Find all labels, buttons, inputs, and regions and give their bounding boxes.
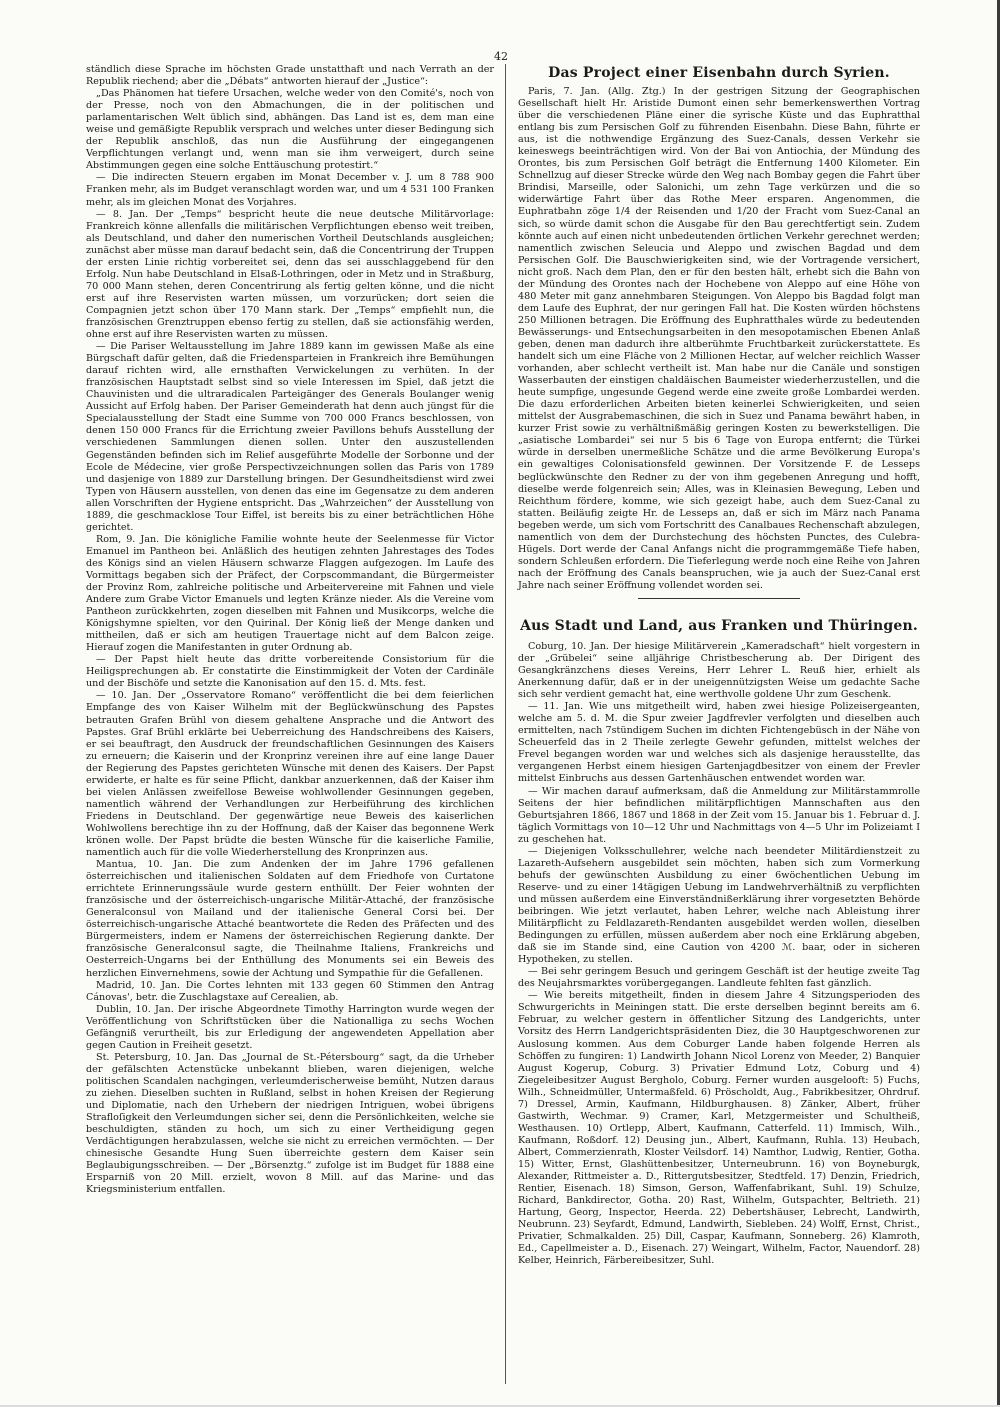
section-rule — [638, 598, 800, 599]
paragraph: — 10. Jan. Der „Osservatore Romano“ veröffentlicht die bei dem feierlichen Empfange des von Kaiser Wilhelm mit der Beglückwünschung des Papstes betrauten Grafen Brühl von diesem gehaltene Ansprache und die Antwort des Papstes. Graf Brühl erklärte bei Ueberreichung des Handschreibens des Kaisers, er sei beauftragt, den Ausdruck der freundschaftlichen Gesinnungen des Kaisers zu erneuern; die Kaiserin und der Kronprinz vereinen ihre auf eine lange Dauer der Regierung des Papstes gerichteten Wünsche mit denen des Kaisers. Der Papst erwiderte, er halte es für seine Pflicht, dankbar anzuerkennen, daß der Kaiser ihm bei vielen Anlässen zweifellose Beweise wohlwollender Gesinnungen gegeben, namentlich während der Verhandlungen zur Herbeiführung des kirchlichen Friedens in Deutschland. Der gegenwärtige neue Beweis des kaiserlichen Wohlwollens berechtige ihn zu der Hoffnung, daß der Kaiser das begonnene Werk krönen wolle. Der Papst brüdte die besten Wünsche für die kaiserliche Familie, namentlich auch für die volle Wiederherstellung des Kronprinzen aus. — [86, 690, 494, 859]
paragraph: — Die indirecten Steuern ergaben im Monat December v. J. um 8 788 900 Franken mehr, als im Budget veranschlagt worden war, und um 4 531 100 Franken mehr, als im gleichen Monat des Vorjahres. — [86, 172, 494, 208]
paragraph: „Das Phänomen hat tiefere Ursachen, welche weder von den Comité's, noch von der Presse, noch von den Abmachungen, die in der politischen und parlamentarischen Welt üblich sind, abhängen. Das Land ist es, dem man eine weise und gemäßigte Republik versprach und welches unter dieser Bedingung sich der Republik anschloß, das nun die Ausführung der eingegangenen Verpflichtungen verlangt und, wenn man sie ihm verweigert, durch seine Abstimmungen gegen eine solche Enttäuschung protestirt.“ — [86, 88, 494, 172]
paragraph: — Der Papst hielt heute das dritte vorbereitende Consistorium für die Heiligsprechungen ab. Er constatirte die Einstimmigkeit der Voten der Cardinäle und der Bischöfe und setzte die Kanonisation auf den 15. d. Mts. fest. — [86, 654, 494, 690]
paragraph: — Bei sehr geringem Besuch und geringem Geschäft ist der heutige zweite Tag des Neujahrsmarktes vorübergegangen. Landleute fehlten fast gänzlich. — [518, 966, 920, 990]
paragraph: Madrid, 10. Jan. Die Cortes lehnten mit 133 gegen 60 Stimmen den Antrag Cánovas', betr. die Zuschlagstaxe auf Cerealien, ab. — [86, 979, 494, 1003]
paragraph: — Wir machen darauf aufmerksam, daß die Anmeldung zur Militärstammrolle Seitens der hier befindlichen militärpflichtigen Mannschaften aus den Geburtsjahren 1866, 1867 und 1868 in der Zeit vom 15. Januar bis 1. Februar d. J. täglich Vormittags von 10—12 Uhr und Nachmittags von 4—5 Uhr im Polizeiamt I zu geschehen hat. — [518, 785, 920, 845]
left-column — [86, 64, 494, 1196]
paragraph: Dublin, 10. Jan. Der irische Abgeordnete Timothy Harrington wurde wegen der Veröffentlichung von Schriftstücken über die Nationalliga zu sechs Wochen Gefängniß verurtheilt, bis zur Erledigung der angewendeten Appellation aber gegen Caution in Freiheit gesetzt. — [86, 1003, 494, 1051]
paragraph: — Die Pariser Weltausstellung im Jahre 1889 kann im gewissen Maße als eine Bürgschaft dafür gelten, daß die Friedensparteien in Frankreich ihre Bemühungen darauf richten wird, alle ernsthaften Verwickelungen zu verhüten. In der französischen Hauptstadt selbst sind so viele Interessen im Spiel, daß jetzt die Chauvinisten und die ultraradicalen Parteigänger des Generals Boulanger wenig Aussicht auf Erfolg haben. Der Pariser Gemeinderath hat denn auch jüngst für die Specialausstellung der Stadt eine Summe von 700 000 Francs beschlossen, von denen 150 000 Francs für die Errichtung zweier Pavillons behufs Ausstellung der verschiedenen Sammlungen dienen sollen. Unter den auszustellenden Gegenständen befinden sich im Relief ausgeführte Modelle der Sorbonne und der Ecole de Médecine, vier große Perspectivzeichnungen sollen das Paris von 1789 und dasjenige von 1889 zur Darstellung bringen. Der Gesundheitsdienst wird zwei Typen von Häusern ausstellen, von denen das eine im Gegensatze zu dem anderen allen Vorschriften der Hygiene entspricht. Das „Wahrzeichen“ der Ausstellung von 1889, die geschmacklose Tour Eiffel, ist bereits bis zu einer beträchtlichen Höhe gerichtet. — [86, 341, 494, 533]
paragraph: Mantua, 10. Jan. Die zum Andenken der im Jahre 1796 gefallenen österreichischen und italienischen Soldaten auf dem Friedhofe von Curtatone errichtete Erinnerungssäule wurde gestern enthüllt. Der Feier wohnten der französische und der österreichisch-ungarische Militär-Attaché, der französische Generalconsul von Mailand und der italienische General Corsi bei. Der österreichisch-ungarische Attaché beantwortete die Reden des Präfecten und des Bürgermeisters, indem er Namens der österreichischen Regierung dankte. Der französische Generalconsul sagte, die Theilnahme Italiens, Frankreichs und Oesterreich-Ungarns bei der Enthüllung des Monuments sei ein Beweis des herzlichen Einvernehmens, sowie der Achtung und Sympathie für die Gefallenen. — [86, 859, 494, 979]
column-divider — [505, 64, 506, 1384]
paragraph: — 11. Jan. Wie uns mitgetheilt wird, haben zwei hiesige Polizeisergeanten, welche am 5. d. M. die Spur zweier Jagdfrevler verfolgten und dieselben auch ermittelten, nach 7stündigem Suchen im dichten Fichtengebüsch in der Nähe von Scheuerfeld das in 2 Theile zerlegte Gewehr gefunden, mittelst welches der Frevel begangen worden war und welches sich als dasjenige herausstellte, das vergangenen Herbst einem hiesigen Gartenjagdbesitzer von einem der Frevler mittelst Einbruchs aus dessen Gartenhäuschen entwendet worden war. — [518, 701, 920, 785]
paragraph: — 8. Jan. Der „Temps“ bespricht heute die neue deutsche Militärvorlage: Frankreich könne allenfalls die militärischen Verpflichtungen ebenso weit treiben, als Deutschland, und daher den numerischen Vortheil Deutschlands ausgleichen; zunächst aber müsse man darauf bedacht sein, daß die Concentrirung der Truppen der ersten Linie richtig vorbereitet sei, denn das sei ausschlaggebend für den Erfolg. Nun habe Deutschland in Elsaß-Lothringen, oder in Metz und in Straßburg, 70 000 Mann stehen, deren Concentrirung als fertig gelten könne, und die nicht erst auf ihre Reservisten warten müssen, um vorzurücken; dort seien die Compagnien jetzt schon über 170 Mann stark. Der „Temps“ empfiehlt nun, die französischen Grenztruppen ebenso fertig zu stellen, daß sie actionsfähig werden, ohne erst auf ihre Reservisten warten zu müssen. — [86, 208, 494, 341]
paragraph: St. Petersburg, 10. Jan. Das „Journal de St.-Pétersbourg“ sagt, da die Urheber der gefälschten Actenstücke unbekannt blieben, waren diejenigen, welche politischen Scandalen nachgingen, verleumderischerweise bemüht, Nutzen daraus zu ziehen. Dieselben suchten in Rußland, selbst in hohen Kreisen der Regierung und Diplomatie, nach den Urhebern der niedrigen Intriguen, wobei übrigens Strafloſigkeit den Verleumdungen sicher sei, denn die Persönlichkeiten, welche sie beschuldigten, ständen zu hoch, um sich zu einer Vertheidigung gegen Verdächtigungen herabzulassen, welche sie nicht zu erreichen vermöchten. — Der chinesische Gesandte Hung Suen überreichte gestern dem Kaiser sein Beglaubigungsschreiben. — Der „Börsenztg.“ zufolge ist im Budget für 1888 eine Ersparniß von 20 Mill. erzielt, wovon 8 Mill. auf das Marine- und das Kriegsministerium entfallen. — [86, 1051, 494, 1196]
paragraph: ständlich diese Sprache im höchsten Grade unstatthaft und nach Verrath an der Republik riechend; aber die „Débats“ antworten hierauf der „Justice“: — [86, 64, 494, 88]
paragraph: Paris, 7. Jan. (Allg. Ztg.) In der gestrigen Sitzung der Geographischen Gesellschaft hielt Hr. Aristide Dumont einen sehr bemerkenswerthen Vortrag über die verschiedenen Pläne einer die syrische Küste und das Euphratthal entlang bis zum Persischen Golf zu führenden Eisenbahn. Diese Bahn, führte er aus, ist die nothwendige Ergänzung des Suez-Canals, dessen Verkehr sie keineswegs beeinträchtigen wird. Von der Bai von Antiochia, der Mündung des Orontes, bis zum Persischen Golf beträgt die Entfernung 1400 Kilometer. Ein Schnellzug auf dieser Strecke würde den Weg nach Bombay gegen die Fahrt über Brindisi, Marseille, oder Salonichi, um zehn Tage verkürzen und die so widerwärtige Fahrt über das Rothe Meer ersparen. Angenommen, die Euphratbahn zöge 1/4 der Reisenden und 1/20 der Fracht vom Suez-Canal an sich, so würde damit schon die Ausgabe für den Bau gerechtfertigt sein. Zudem könnte auch auf einen nicht unbedeutenden örtlichen Verkehr gerechnet werden; namentlich zwischen Seleucia und Aleppo und zwischen Bagdad und dem Persischen Golf. Die Bauschwierigkeiten sind, wie der Vortragende versichert, nicht groß. Nach dem Plan, den er für den besten hält, erhebt sich die Bahn von der Mündung des Orontes nach der Hochebene von Aleppo auf eine Höhe von 480 Meter mit ganz annehmbaren Steigungen. Von Aleppo bis Bagdad folgt man dem Laufe des Euphrat, der nur geringen Fall hat. Die Kosten würden höchstens 250 Millionen betragen. Die Eröffnung des Euphratthales würde zu bedeutenden Bewässerungs- und Entsechungsarbeiten in den mesopotamischen Ebenen Anlaß geben, denen man dadurch ihre altberühmte Fruchtbarkeit zurückerstattete. Es handelt sich um eine Fläche von 2 Millionen Hectar, auf welcher reichlich Wasser vorhanden, aber schlecht vertheilt ist. Man habe nur die Canäle und sonstigen Wasserbauten der einstigen chaldäischen Baumeister wiederherzustellen, und die heute sumpfige, ungesunde Gegend werde eine zweite große Lombardei werden. Die dazu erforderlichen Arbeiten bieten keinerlei Schwierigkeiten, und seien mittelst der Ausgrabemaschinen, die sich in Suez und Panama bewährt haben, in kurzer Frist sowie zu verhältnißmäßig geringen Kosten zu bewerkstelligen. Die „asiatische Lombardei“ sei nur 5 bis 6 Tage von Europa entfernt; die Türkei würde in derselben unermeßliche Schätze und die arme Bevölkerung Europa's ein gewaltiges Colonisationsfeld gewinnen. Der Vorsitzende F. de Lesseps beglückwünschte den Redner zu der von ihm gegebenen Anregung und hofft, dieselbe werde folgenreich sein; Alles, was in Kleinasien Bewegung, Leben und Reichthum fördere, komme, wie sich gezeigt habe, auch dem Suez-Canal zu statten. Beiläufig zeigte Hr. de Lesseps an, daß er sich im März nach Panama begeben werde, um sich vom Fortschritt des Canalbaues Rechenschaft abzulegen, namentlich von dem der Durchstechung des höchsten Punctes, des Culebra-Hügels. Dort werde der Canal Anfangs nicht die programmgemäße Tiefe haben, sondern Schleußen erfordern. Die Tieferlegung werde noch eine Reihe von Jahren nach der Eröffnung des Canals beanspruchen, wie ja auch der Suez-Canal erst Jahre nach seiner Eröffnung vollendet worden sei. — [518, 86, 920, 591]
article-heading-railway: Das Project einer Eisenbahn durch Syrien. — [548, 65, 890, 81]
paragraph: Rom, 9. Jan. Die königliche Familie wohnte heute der Seelenmesse für Victor Emanuel im Pantheon bei. Anläßlich des heutigen zehnten Jahrestages des Todes des Königs sind an vielen Häusern schwarze Flaggen aufgezogen. Im Laufe des Vormittags begaben sich der Präfect, der Corpscommandant, die Bürgermeister der Provinz Rom, zahlreiche politische und Arbeitervereine mit Fahnen und viele Andere zum Grabe Victor Emanuels und legten Kränze nieder. Als die Vereine vom Pantheon zurückkehrten, zogen dieselben mit Fahnen und Musikcorps, welche die Königshymne spielten, vor den Quirinal. Der König ließ der Menge danken und mittheilen, daß er sich am heutigen Trauertage nicht auf dem Balcon zeige. Hierauf zogen die Manifestanten in guter Ordnung ab. — [86, 533, 494, 654]
paragraph: — Diejenigen Volksschullehrer, welche nach beendeter Militärdienstzeit zu Lazareth-Aufsehern ausgebildet sein möchten, haben sich zum Vormerkung behufs der gewünschten Ausbildung zu einer 6wöchentlichen Uebung im Reserve- und zu einer 14tägigen Uebung im Landwehrverhältniß zu verpflichten und müssen außerdem eine Einverständnißerklärung ihrer vorgesetzten Behörde beibringen. Wie jetzt verlautet, haben Lehrer, welche nach Ableistung ihrer Militärpflicht zu Feldlazareth-Rendanten ausgebildet werden wollen, dieselben Bedingungen zu erfüllen, müssen außerdem aber noch eine Erklärung abgeben, daß sie im Stande sind, eine Caution von 4200 ℳ. baar, oder in sicheren Hypotheken, zu stellen. — [518, 845, 920, 966]
right-column — [518, 64, 920, 1267]
page-number: 42 — [494, 50, 508, 63]
article-heading-regional: Aus Stadt und Land, aus Franken und Thüringen. — [520, 617, 918, 634]
paragraph: Coburg, 10. Jan. Der hiesige Militärverein „Kameradschaft“ hielt vorgestern in der „Grübelei“ seine alljährige Christbescherung ab. Der Dirigent des Gesangkränzchens dieses Vereins, Herr Lehrer L. Reuß hier, erhielt als Anerkennung dafür, daß er in der uneigennützigsten Weise um gedachte Sache sich sehr verdient gemacht hat, eine werthvolle goldene Uhr zum Geschenk. — [518, 640, 920, 701]
paragraph: — Wie bereits mitgetheilt, finden in diesem Jahre 4 Sitzungsperioden des Schwurgerichts in Meiningen statt. Die erste derselben beginnt bereits am 6. Februar, zu welcher gestern in öffentlicher Sitzung des Landgerichts, unter Vorsitz des Herrn Landgerichtspräsidenten Diez, die 30 Hauptgeschworenen zur Auslosung kommen. Aus dem Coburger Lande haben folgende Herren als Schöffen zu fungiren: 1) Landwirth Johann Nicol Lorenz von Meeder, 2) Banquier August Kogerup, Coburg. 3) Privatier Edmund Lotz, Coburg und 4) Ziegeleibesitzer August Bergholo, Coburg. Ferner wurden ausgelooft: 5) Fuchs, Wilh., Schneidmüller, Untermaßfeld. 6) Pröscholdt, Aug., Fabrikbesitzer, Ohrdruf. 7) Dressel, Armin, Kaufmann, Hildburghausen. 8) Zänker, Albert, früher Gastwirth, Wechmar. 9) Cramer, Karl, Metzgermeister und Schultheiß, Westhausen. 10) Ortlepp, Albert, Kaufmann, Catterfeld. 11) Immisch, Wilh., Kaufmann, Roßdorf. 12) Deusing jun., Albert, Kaufmann, Ruhla. 13) Heubach, Albert, Commerzienrath, Kloster Veilsdorf. 14) Namthor, Ludwig, Rentier, Gotha. 15) Witter, Ernst, Glashüttenbesitzer, Unterneubrunn. 16) von Boyneburgk, Alexander, Rittmeister a. D., Rittergutsbesitzer, Stedtfeld. 17) Denzin, Friedrich, Rentier, Eisenach. 18) Simson, Gerson, Waffenfabrikant, Suhl. 19) Schulze, Richard, Bankdirector, Gotha. 20) Rast, Wilhelm, Gutspachter, Beltrieth. 21) Hartung, Georg, Inspector, Heerda. 22) Debertshäuser, Lebrecht, Landwirth, Neubrunn. 23) Seyfardt, Edmund, Landwirth, Siebleben. 24) Wolff, Ernst, Christ., Privatier, Schmalkalden. 25) Dill, Caspar, Kaufmann, Sonneberg. 26) Klamroth, Ed., Capellmeister a. D., Eisenach. 27) Weingart, Wilhelm, Factor, Nauendorf. 28) Kelber, Heinrich, Färbereibesitzer, Suhl. — [518, 990, 920, 1267]
